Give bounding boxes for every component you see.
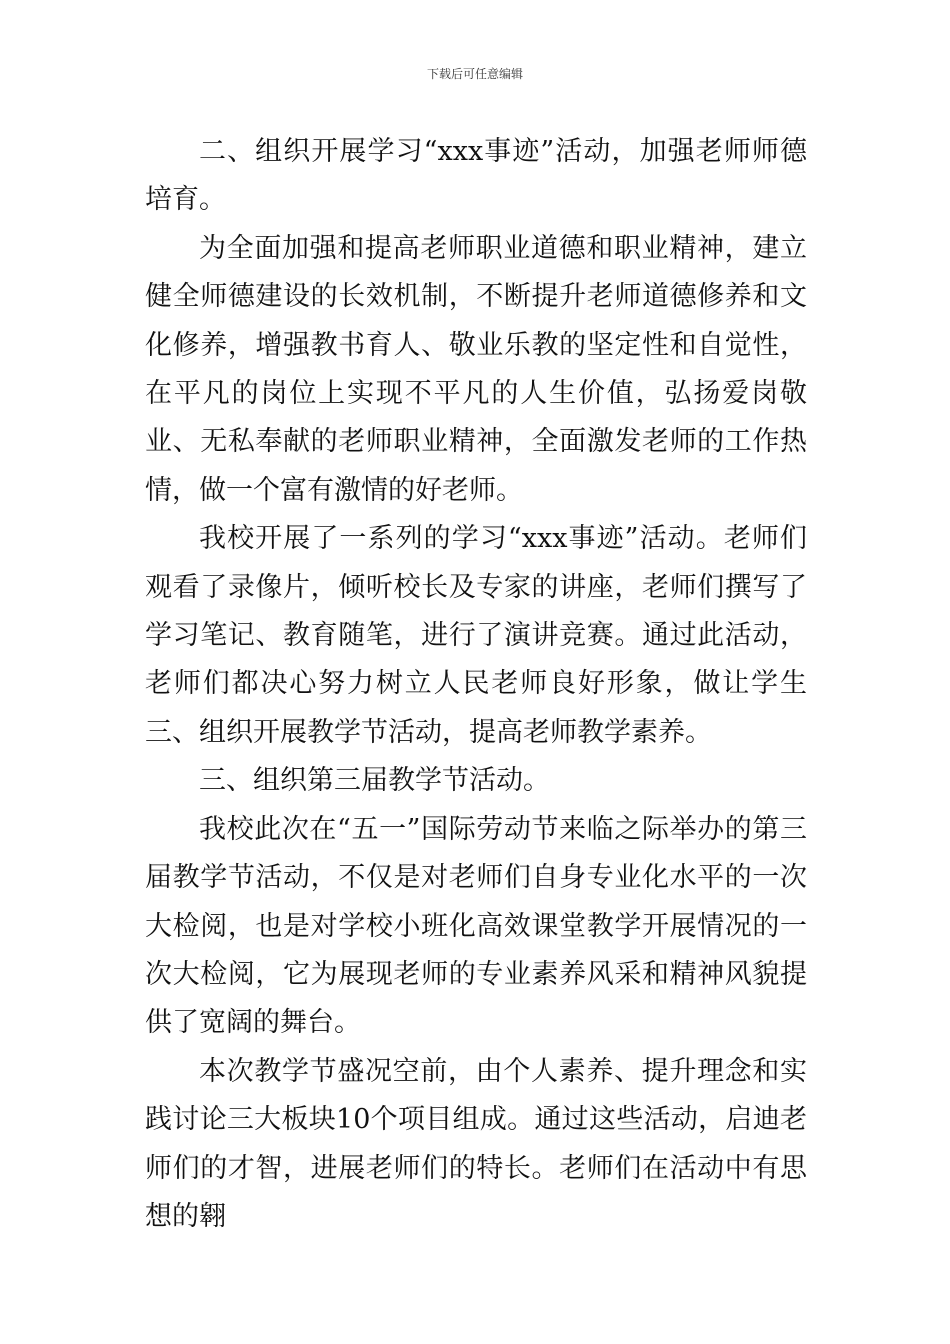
body-paragraph: 我校此次在“五一”国际劳动节来临之际举办的第三届教学节活动，不仅是对老师们自身专业化水平的一次大检阅，也是对学校小班化高效课堂教学开展情况的一次大检阅，它为展现老师的专业素养风采和精神风貌提供了宽阔的舞台。 <box>145 813 807 1039</box>
body-paragraph: 我校开展了一系列的学习“xxx事迹”活动。老师们观看了录像片，倾听校长及专家的讲座，老师们撰写了学习笔记、教育随笔，进行了演讲竞赛。通过此活动，老师们都决心努力树立人民老师良好形象，做让学生三、组织开展教学节活动，提高老师教学素养。 <box>145 523 807 748</box>
section-heading-3: 三、组织第三届教学节活动。 <box>199 765 550 797</box>
page-header: 下载后可任意编辑 <box>426 67 523 81</box>
section-heading-2: 二、组织开展学习“xxx事迹”活动，加强老师师德培育。 <box>145 136 807 216</box>
body-paragraph: 为全面加强和提高老师职业道德和职业精神，建立健全师德建设的长效机制，不断提升老师道德修养和文化修养，增强教书育人、敬业乐教的坚定性和自觉性，在平凡的岗位上实现不平凡的人生价值，弘扬爱岗敬业、无私奉献的老师职业精神，全面激发老师的工作热情，做一个富有激情的好老师。 <box>145 232 807 506</box>
document-body <box>145 128 807 1241</box>
body-paragraph: 本次教学节盛况空前，由个人素养、提升理念和实践讨论三大板块10个项目组成。通过这些活动，启迪老师们的才智，进展老师们的特长。老师们在活动中有思想的翱 <box>145 1055 807 1232</box>
